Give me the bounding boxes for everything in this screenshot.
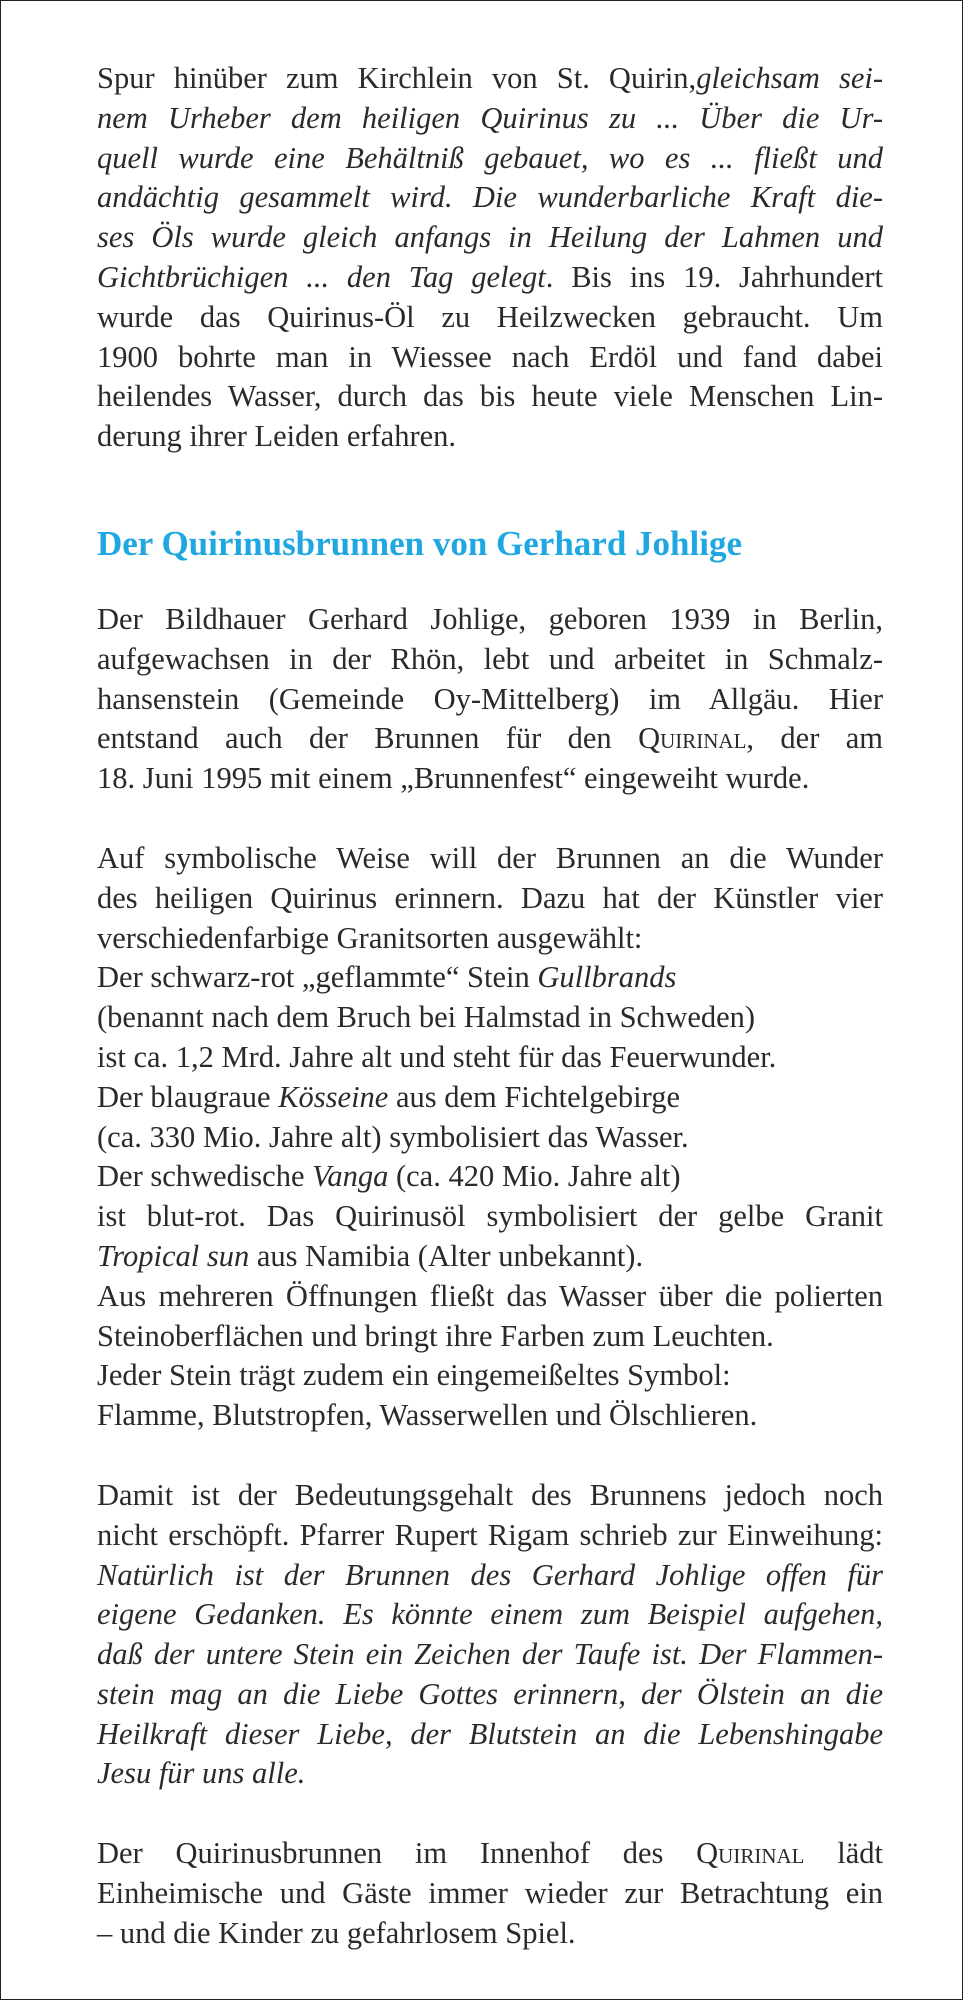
text-span: . Bis ins 19. Jahrhundert (545, 259, 884, 294)
text-line (97, 958, 883, 998)
text-line: eigene Gedanken. Es könnte einem zum Beispiel aufgehen, (97, 1597, 883, 1632)
text-line: – und die Kinder zu gefahrlosem Spiel. (97, 1915, 576, 1950)
quirinal-name: Quirinal (696, 1836, 805, 1871)
text-line (97, 178, 883, 218)
document-page (97, 59, 883, 1954)
text-span: Der Quirinusbrunnen im Innenhof des (97, 1836, 697, 1871)
text-line (97, 1834, 883, 1874)
text-line: Flamme, Blutstropfen, Wasserwellen und Ölschlieren. (97, 1398, 758, 1433)
text-span: (ca. 420 Mio. Jahre alt) (388, 1159, 681, 1194)
text-span: aus Namibia (Alter unbekannt). (249, 1238, 644, 1273)
text-span: Der blaugraue (97, 1079, 279, 1114)
text-span: , der am (746, 721, 883, 756)
text-line (97, 139, 883, 179)
text-line (97, 1237, 883, 1277)
text-line: 1900 bohrte man in Wiessee nach Erdöl und fand dabei (97, 339, 883, 374)
section-heading: Der Quirinusbrunnen von Gerhard Johlige (97, 523, 743, 563)
granite-name: Gullbrands (537, 960, 677, 995)
text-line: hansenstein (Gemeinde Oy-Mittelberg) im Allgäu. Hier (97, 681, 883, 716)
text-line: derung ihrer Leiden erfahren. (97, 419, 457, 454)
text-line (97, 1157, 883, 1197)
text-line (97, 99, 883, 139)
italic-quote: Gichtbrüchigen ... den Tag gelegt (97, 259, 546, 294)
text-line: Jeder Stein trägt zudem ein eingemeißeltes Symbol: (97, 1358, 731, 1393)
granite-name: Vanga (312, 1159, 389, 1194)
text-line (97, 258, 883, 298)
paragraph-sculptor (97, 600, 883, 799)
paragraph-granite (97, 839, 883, 1436)
text-line: Heilkraft dieser Liebe, der Blutstein an die Lebenshingabe (97, 1716, 883, 1751)
text-line: Der Bildhauer Gerhard Johlige, geboren 1939 in Berlin, (97, 601, 883, 636)
text-span: entstand auch der Brunnen für den (97, 721, 639, 756)
text-line: daß der untere Stein ein Zeichen der Taufe ist. Der Flammen- (97, 1637, 883, 1672)
text-line: (benannt nach dem Bruch bei Halmstad in Schweden) (97, 1000, 756, 1035)
text-line: Auf symbolische Weise will der Brunnen an die Wunder (97, 840, 883, 875)
italic-quote: andächtig gesammelt wird. Die wunderbarliche Kraft die- (97, 180, 883, 215)
italic-quote: gleichsam sei- (696, 61, 883, 95)
text-line: verschiedenfarbige Granitsorten ausgewählt: (97, 920, 643, 955)
text-line: ist ca. 1,2 Mrd. Jahre alt und steht für das Feuerwunder. (97, 1039, 777, 1074)
granite-name: Tropical sun (97, 1238, 250, 1273)
text-span: Der schwedische (97, 1159, 313, 1194)
text-line (97, 719, 883, 759)
text-line: wurde das Quirinus-Öl zu Heilzwecken gebraucht. Um (97, 299, 883, 334)
text-span: Spur hinüber zum Kirchlein von St. Quirin, (97, 61, 697, 95)
text-span: lädt (804, 1836, 883, 1871)
paragraph-courtyard (97, 1834, 883, 1953)
text-line: Natürlich ist der Brunnen des Gerhard Johlige offen für (97, 1557, 883, 1592)
text-line: nicht erschöpft. Pfarrer Rupert Rigam schrieb zur Einweihung: (97, 1517, 883, 1552)
italic-quote: nem Urheber dem heiligen Quirinus zu ... Über die Ur- (97, 100, 883, 135)
text-span: Der schwarz-rot „geflammte“ Stein (97, 960, 538, 995)
text-line: stein mag an die Liebe Gottes erinnern, der Ölstein an die (97, 1676, 883, 1711)
text-line: Aus mehreren Öffnungen fließt das Wasser über die polierten (97, 1278, 883, 1313)
text-span: aus dem Fichtelgebirge (388, 1079, 681, 1114)
text-line: Steinoberflächen und bringt ihre Farben zum Leuchten. (97, 1318, 774, 1353)
text-line: aufgewachsen in der Rhön, lebt und arbeitet in Schmalz- (97, 641, 883, 676)
text-line (97, 1078, 883, 1118)
paragraph-meaning (97, 1476, 883, 1794)
text-line: des heiligen Quirinus erinnern. Dazu hat der Künstler vier (97, 880, 883, 915)
text-line: ist blut-rot. Das Quirinusöl symbolisiert der gelbe Granit (97, 1199, 883, 1234)
text-line (97, 59, 883, 99)
italic-quote: quell wurde eine Behältniß gebauet, wo es ... fließt und (97, 140, 883, 175)
text-line: (ca. 330 Mio. Jahre alt) symbolisiert das Wasser. (97, 1119, 689, 1154)
text-line: Einheimische und Gäste immer wieder zur Betrachtung ein (97, 1876, 883, 1911)
paragraph-quirinus-oil (97, 59, 883, 457)
text-line: 18. Juni 1995 mit einem „Brunnenfest“ eingeweiht wurde. (97, 761, 810, 796)
text-line: Damit ist der Bedeutungsgehalt des Brunnens jedoch noch (97, 1477, 883, 1512)
granite-name: Kösseine (278, 1079, 389, 1114)
text-line: heilendes Wasser, durch das bis heute viele Menschen Lin- (97, 379, 883, 414)
quirinal-name: Quirinal (638, 721, 747, 756)
text-line (97, 218, 883, 258)
text-line: Jesu für uns alle. (97, 1756, 306, 1791)
heading-wrapper (97, 522, 883, 566)
italic-quote: ses Öls wurde gleich anfangs in Heilung der Lahmen und (97, 220, 883, 255)
